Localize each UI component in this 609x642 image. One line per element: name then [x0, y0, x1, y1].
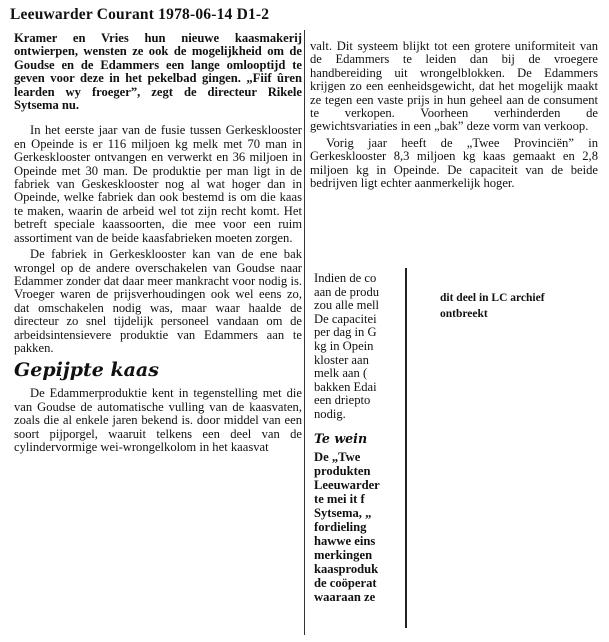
right-column [310, 40, 598, 190]
fragment-line: De capacitei [314, 312, 377, 326]
cut-off-fragment [314, 272, 406, 422]
right-paragraph-2: Vorig jaar heeft de „Twee Provinciën” in Gerkesklooster 8,3 miljoen kg kaas gemaakt en 2,8 miljoen kg in Opeinde. De capaciteit van de beide bedrijven ligt echter aanmerkelijk hoger. [310, 135, 598, 191]
archive-note: dit deel in LC archief ontbreekt [440, 292, 545, 320]
right-paragraph-1: valt. Dit systeem blijkt tot een grotere uniformiteit van de Edammers te leiden dan bij de vroegere handbereiding uit wrongelblokken. De Edammers krijgen zo een eenheidsgewicht, dat het mogelijk maakt ze tegen een vaste prijs in hun geheel aan de consument te verkopen. Voorheen verhinderden de gewichtsvariaties in een „bak” deze vorm van verkoop. [310, 39, 598, 134]
fragment-line: kg in Opein [314, 339, 374, 353]
fragment-line: bakken Edai [314, 380, 377, 394]
fragment-line: aan de produ [314, 285, 380, 299]
fragment-line: De „Twe [314, 450, 361, 464]
fragment-line: te mei it f [314, 492, 365, 506]
fragment-line: kaasproduk [314, 562, 379, 576]
page-header: Leeuwarder Courant 1978-06-14 D1-2 [10, 6, 270, 23]
paragraph-1: In het eerste jaar van de fusie tussen Gerkesklooster en Opeinde is er 116 miljoen kg melk met 70 man in Gerkesklooster ontvangen en verwerkt en 36 miljoen in Opeinde met 30 man. De produktie per man ligt in de fabriek van Geskesklooster nog al wat hoger dan in Opeinde, welke fabriek dan ook bestemd is om die kaas te maken, waarin de arbeid wel tot zijn recht komt. Het betreft speciale kaassoorten, die mee voor een ruim assortiment van de beide kaasfabrieken moeten zorgen. [14, 123, 302, 245]
subheading-gepijpte-kaas: Gepijpte kaas [14, 359, 159, 382]
fragment-line: zou alle mell [314, 299, 380, 313]
paragraph-2: De fabriek in Gerkesklooster kan van de ene bak wrongel op de andere overschakelen van Goudse naar Edammer zonder dat daar meer mankracht voor nodig is. Vroeger waren de prijsverhoudingen ook wel eens zo, dat omschakelen nodig was, maar waar haalde de directeur zo snel tijdelijk personeel vandaan om de arbeidsintensievere produktie van Edammers aan te pakken. [14, 247, 302, 355]
fragment-line: kloster aan [314, 353, 369, 367]
cut-off-fragment-2 [314, 432, 406, 604]
fragment-line: merkingen [314, 548, 373, 562]
torn-edge [405, 268, 407, 628]
fragment-line: per dag in G [314, 326, 377, 340]
fragment-line: melk aan ( [314, 367, 368, 381]
fragment-line: hawwe eins [314, 534, 376, 548]
subheading-te-wein: Te wein [314, 432, 368, 446]
fragment-line: Sytsema, „ [314, 506, 372, 520]
intro-paragraph: Kramer en Vries hun nieuwe kaasmakerij ontwierpen, wensten ze ook de mogelijkheid om de Goudse en de Edammers een lange omlooptijd te geven voor deze in het pekelbad gingen. „Fiif ûren learden wy froeger”, zegt de directeur Rikele Sytsema nu. [14, 31, 302, 113]
fragment-line: nodig. [314, 407, 346, 421]
fragment-line: Leeuwarder [314, 478, 380, 492]
fragment-line: een driepto [314, 394, 371, 408]
column-gutter [304, 30, 305, 635]
fragment-line: de coöperat [314, 576, 377, 590]
fragment-line: produkten [314, 464, 371, 478]
fragment-line: waaraan ze [314, 590, 376, 604]
left-column [14, 32, 302, 454]
fragment-line: Indien de co [314, 272, 377, 285]
fragment-line: fordieling [314, 520, 367, 534]
paragraph-3: De Edammerproduktie kent in tegenstelling met die van Goudse de automatische vulling van de kaasvaten, zoals die al enkele jaren bekend is. door middel van een soort pijporgel, waaruit telkens een deel van de cylindervormige wei-wrongelkolom in het kaasvat [14, 386, 302, 454]
